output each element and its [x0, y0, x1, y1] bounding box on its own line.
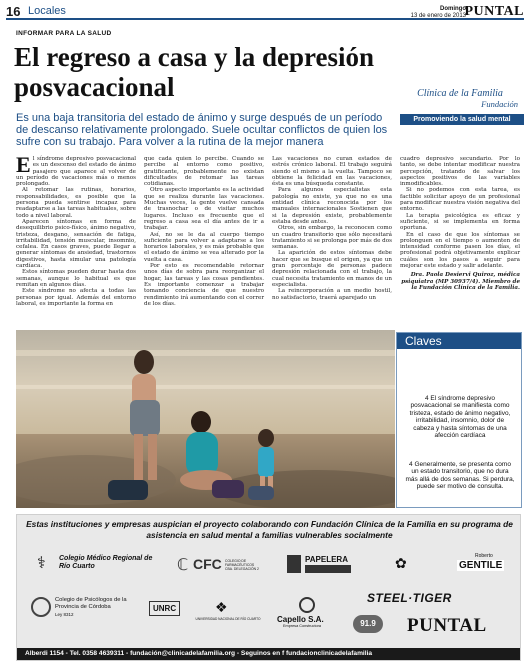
psicologos-circle-icon: [31, 597, 51, 617]
article-paragraph: Así, no se le da al cuerpo tiempo suficiente para volver a adaptarse a los horarios laborales, y es más probable que el estado de ánimo se vea alterado por la vuelta a casa.: [144, 231, 264, 263]
papelera-bar-icon: [305, 565, 351, 573]
sponsor-capello: Capello S.A. Empresa Constructora: [273, 597, 343, 633]
sponsor-steeltiger: STEEL·TIGER: [367, 591, 452, 605]
edition-date: [386, 6, 466, 20]
article-paragraph: Este síndrome no afecta a todas las personas por igual. Además del entorno laboral, es importante la forma en: [16, 288, 136, 307]
clinic-logo: [394, 88, 526, 134]
article-paragraph: Al retomar las rutinas, horarios, responsabilidades, es posible que la persona pueda sentirse incapaz para readaptarse a las tareas habituales, sobre todo a nivel laboral.: [16, 187, 136, 219]
article-column-3: [272, 156, 392, 301]
article-paragraph: Otros, sin embargo, la reconocen como un cuadro transitorio que sólo necesitará tratamiento si se prolonga por más de dos semanas.: [272, 225, 392, 251]
article-paragraph: cuadro depresivo secundario. Por lo tanto, se debe intentar modificar nuestra percepción, tratando de salvar los aspectos positivos de las variables inmodificables.: [400, 156, 520, 188]
cfc-symbol-icon: ℂ: [177, 557, 189, 574]
article-headline: El regreso a casa y la depresión posvacacional: [14, 42, 374, 102]
claves-box: [396, 332, 522, 508]
page-number: 16: [6, 4, 21, 19]
article-paragraph: Si no podemos con esta tarea, es factible solicitar apoyo de un profesional para modificar nuestra visión negativa del entorno.: [400, 187, 520, 213]
article-paragraph: La reincorporación a un medio hostil, no satisfactorio, traerá aparejado un: [272, 288, 392, 301]
drop-cap: E: [16, 152, 31, 177]
clinic-tagline: Promoviendo la salud mental: [400, 114, 524, 125]
papelera-mark-icon: [287, 555, 301, 573]
sponsor-radio: [353, 615, 387, 635]
article-paragraph: Por esto es recomendable retornar unos días de sobra para reorganizar el hogar, las tareas y las cosas pendientes. Es importante comenzar a trabajar tomando conciencia de que nuestro rendimiento irá aumentando con el correr de los días.: [144, 263, 264, 307]
article-deck: Es una baja transitoria del estado de ánimo y surge después de un período de descanso relativamente prolongado. Suele ocultar conflictos de quien los sufre con su trabajo. Para volver a la rutina de la mejor manera: [16, 112, 388, 148]
section-name: Locales: [28, 5, 66, 17]
article-paragraph: La terapia psicológica es eficaz y suficiente, si se implementa en forma oportuna.: [400, 212, 520, 232]
article-paragraph: Estos síntomas pueden durar hasta dos semanas, aunque lo habitual es que remitan en algunos días.: [16, 269, 136, 288]
sponsor-unrc: UNRC: [145, 597, 185, 627]
sponsor-gentile: ✿ Roberto GENTILE: [395, 553, 503, 571]
article-column-2: [144, 156, 264, 307]
clave-item: 4 El síndrome depresivo posvacacional se manifiesta como tristeza, estado de ánimo negativo, irritabilidad, insomnio, dolor de cabeza y hasta síntomas de una afección cardíaca: [409, 395, 511, 440]
article-paragraph: que cada quien lo percibe. Cuando se percibe al entorno como positivo, gratificante, probablemente no existan dificultades de retomar las tareas cotidianas.: [144, 156, 264, 188]
article-column-4: [400, 156, 520, 291]
sponsors-footer: Alberdi 1154 - Tel. 0358 4639311 - fundación@clinicadelafamilia.org - Seguinos en f fundacionclinicadelafamilia: [17, 648, 520, 660]
sponsor-cfc: ℂ CFC COLEGIO DE FARMACÉUTICOS CBA. DELEGACIÓN 2: [177, 556, 259, 574]
article-column-1: [16, 152, 136, 307]
edition-date-text: 13 de enero de 2013: [410, 13, 466, 19]
article-kicker: INFORMAR PARA LA SALUD: [16, 30, 112, 37]
sponsor-papelera: PAPELERA: [287, 553, 357, 575]
edition-day: Domingo: [440, 6, 466, 12]
author-signature: Dra. Paola Desiervi Quiroz, médica psiquiatra (MP 30937/4). Miembro de la Fundación Clínica de la Familia.: [401, 272, 520, 291]
clave-item: 4 Generalmente, se presenta como un estado transitorio, que no dura más allá de dos semanas. Si perdura, puede ser motivo de consulta.: [405, 461, 515, 491]
sponsor-puntal: PUNTAL: [407, 615, 487, 636]
sponsors-text: Estas instituciones y empresas auspician el proyecto colaborando con Fundación Clínica de la Familia en su programa de asistencia en salud mental a familias vulnerables socialmente: [26, 519, 513, 540]
sponsor-psicologos: Colegio de Psicólogos de la Provincia de Córdoba Ley 8312: [31, 597, 141, 625]
article-paragraph: Otro aspecto importante es la actividad que se realiza durante las vacaciones. Muchas veces, la gente vuelve cansada de trasnochar o de visitar muchos lugares. Incluso es frecuente que el regreso a casa sea el día antes de ir a trabajar.: [144, 187, 264, 232]
claves-title: Claves: [397, 333, 521, 349]
caduceus-icon: ⚕: [37, 555, 46, 572]
article-paragraph: Las vacaciones no curan estados de estrés crónico laboral. El trabajo seguirá siendo el mismo a la vuelta. Tampoco se obtiene la felicidad en las vacaciones, ésta es una búsqueda constante.: [272, 156, 392, 188]
gentile-emblem-icon: ✿: [395, 555, 407, 571]
article-paragraph: En el caso de que los síntomas se prolonguen en el tiempo o aumenten de intensidad conforme pasen los días, el profesional podrá objetivamente explicar cuáles son los pasos a seguir para mejorar este estado y salir adelante.: [400, 231, 520, 270]
clinic-sub: Fundación: [481, 99, 518, 109]
university-seal-icon: ❖: [215, 599, 228, 615]
article-paragraph: Aparecen síntomas en forma de desequilibrio psico-físico, ánimo negativo, tristeza, desgano, sensación de fatiga, irritabilidad, tensión muscular, insomnio, cefalea. En casos graves, puede llegar a generar síntomas de ansiedad, trastornos digestivos, hasta simular una patología cardíaca.: [16, 218, 136, 270]
capello-circle-icon: [299, 597, 315, 613]
article-photo: [16, 330, 395, 508]
beach-photo-illustration: [16, 330, 395, 508]
article-paragraph: El síndrome depresivo posvacacional es un descenso del estado de ánimo pasajero que aparece al volver de un período de vacaciones más o menos prolongado.: [16, 152, 136, 188]
article-paragraph: La aparición de estos síntomas debe hacer que se busque el origen, ya que un gran porcentaje de personas padece depresión relacionada con el trabajo, la cual necesita tratamiento en manos de un especialista.: [272, 250, 392, 288]
page-header: [6, 4, 524, 20]
sponsor-universidad: ❖ UNIVERSIDAD NACIONAL DE RÍO CUARTO: [195, 599, 261, 621]
sponsors-panel: [16, 514, 521, 661]
clinic-name: Clínica de la Familia: [417, 88, 503, 99]
sponsor-colegio-medico: ⚕ Colegio Médico Regional de Río Cuarto: [37, 555, 153, 572]
radio-badge: 91.9: [353, 615, 383, 633]
article-paragraph: Para algunos especialistas esta patología no existe, ya que no es una entidad clínica reconocida por los manuales internacionales Sostienen que si la depresión existe, probablemente estaba desde antes.: [272, 187, 392, 225]
newspaper-logo: PUNTAL: [464, 4, 524, 19]
